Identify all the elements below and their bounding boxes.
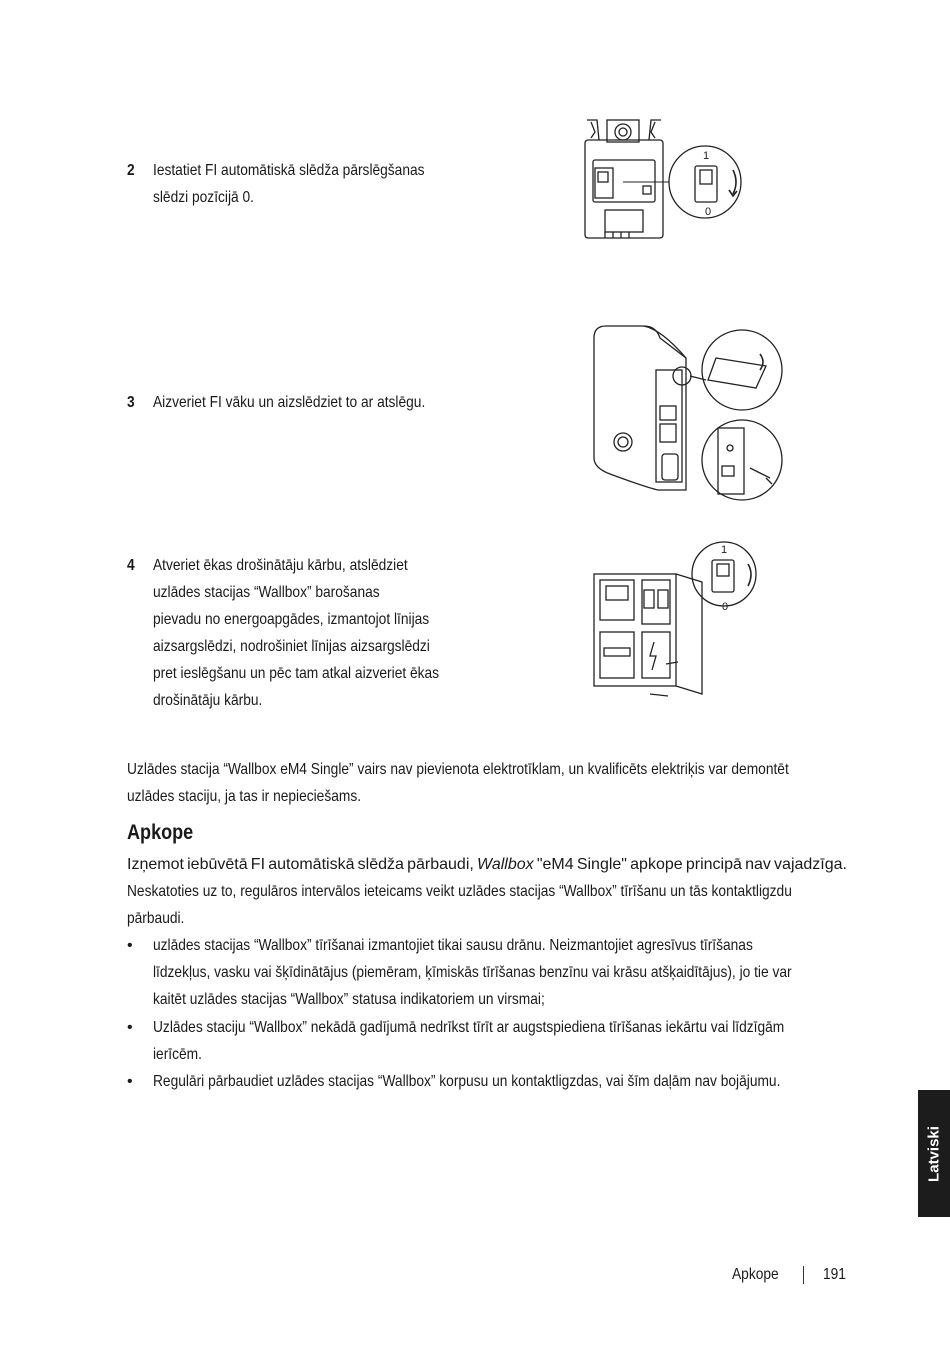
- footer-divider: [803, 1266, 804, 1284]
- bullet-symbol: •: [127, 1073, 133, 1090]
- footer-section: Apkope: [732, 1266, 779, 1283]
- bullet-line: Regulāri pārbaudiet uzlādes stacijas “Wallbox” korpusu un kontaktligzdas, vai šīm daļām nav bojājumu.: [153, 1073, 781, 1090]
- step-line: slēdzi pozīcijā 0.: [153, 189, 254, 206]
- maintenance-intro: [127, 851, 847, 932]
- step-line: Aizveriet FI vāku un aizslēdziet to ar atslēgu.: [153, 394, 426, 411]
- section-heading: Apkope: [127, 821, 194, 844]
- step-text: [153, 157, 469, 211]
- cover-lock-figure: [590, 318, 800, 508]
- fuse-box-figure: [590, 538, 770, 703]
- bullet-line: kaitēt uzlādes stacijas “Wallbox” statusa indikatoriem un virsmai;: [153, 991, 545, 1008]
- switch-on-label: 1: [702, 150, 710, 162]
- step-line: uzlādes stacijas “Wallbox” barošanas: [153, 584, 380, 601]
- note-line: uzlādes staciju, ja tas ir nepieciešams.: [127, 788, 362, 805]
- step-line: Atveriet ēkas drošinātāju kārbu, atslēdziet: [153, 557, 408, 574]
- step-text: [153, 389, 470, 416]
- bullet-line: uzlādes stacijas “Wallbox” tīrīšanai izmantojiet tikai sausu drānu. Neizmantojiet agresīvus tīrīšanas: [153, 937, 753, 954]
- step-line: Iestatiet FI automātiskā slēdža pārslēgšanas: [153, 162, 425, 179]
- step-line: drošinātāju kārbu.: [153, 692, 263, 709]
- step-number: 3: [127, 394, 135, 411]
- bullet-symbol: •: [127, 937, 133, 954]
- note-line: Uzlādes stacija “Wallbox eM4 Single” vairs nav pievienota elektrotīklam, un kvalificēts elektriķis var demontēt: [127, 761, 789, 778]
- intro-line-justified: Izņemot iebūvētā FI automātiskā slēdža pārbaudi, Wallbox "eM4 Single" apkope principā nav vajadzīga.: [127, 851, 847, 878]
- intro-line: pārbaudi.: [127, 910, 185, 927]
- disconnected-note: [127, 756, 847, 810]
- language-tab: [918, 1090, 950, 1217]
- bullet-symbol: •: [127, 1019, 133, 1036]
- page-number: 191: [823, 1266, 846, 1283]
- bullet-line: Uzlādes staciju “Wallbox” nekādā gadījumā nedrīkst tīrīt ar augstspiediena tīrīšanas iekārtu vai līdzīgām: [153, 1019, 785, 1036]
- step-number: 4: [127, 557, 135, 574]
- bullet-line: līdzekļus, vasku vai šķīdinātājus (piemēram, ķīmiskās tīrīšanas benzīnu vai krāsu atšķaidītājus), jo tie var: [153, 964, 792, 981]
- switch-off-label: 0: [721, 601, 729, 613]
- language-tab-label: Latviski: [925, 1125, 943, 1182]
- bullet-line: ierīcēm.: [153, 1046, 202, 1063]
- step-line: aizsargslēdzi, nodrošiniet līnijas aizsargslēdzi: [153, 638, 430, 655]
- step-line: pret ieslēgšanu un pēc tam atkal aizveriet ēkas: [153, 665, 440, 682]
- step-number: 2: [127, 162, 135, 179]
- step-line: pievadu no energoapgādes, izmantojot līnijas: [153, 611, 430, 628]
- switch-on-label: 1: [720, 544, 728, 556]
- fi-switch-figure: [583, 118, 753, 243]
- switch-off-label: 0: [704, 206, 712, 218]
- brand-name: Wallbox: [477, 856, 534, 873]
- intro-line: Neskatoties uz to, regulāros intervālos ieteicams veikt uzlādes stacijas “Wallbox” tīrīšanu un tās kontaktligzdu: [127, 883, 792, 900]
- step-text: [153, 552, 486, 714]
